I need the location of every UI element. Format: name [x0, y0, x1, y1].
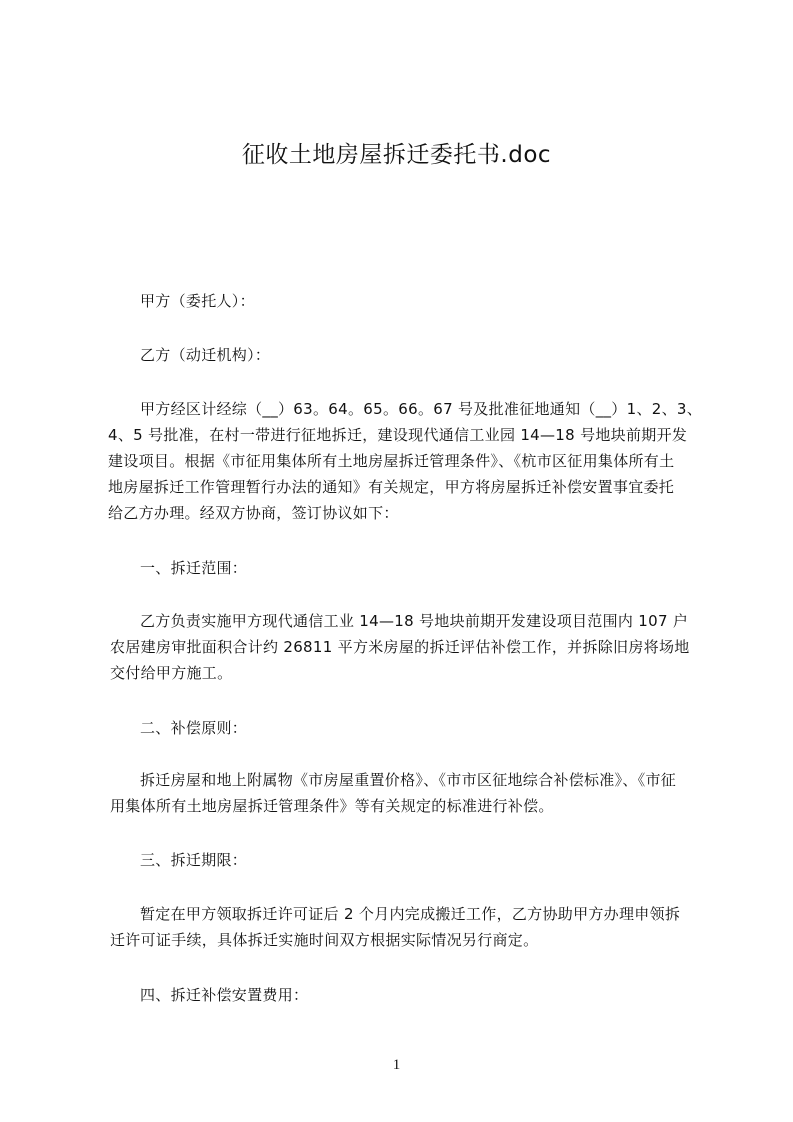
page-number: 1 — [392, 1057, 401, 1073]
intro-line: 建设项目。根据《市征用集体所有土地房屋拆迁管理条件》、《杭市区征用集体所有土 — [108, 452, 675, 470]
intro-paragraph — [108, 396, 703, 526]
section-3-paragraph — [110, 901, 700, 953]
section-2-paragraph — [110, 767, 700, 819]
intro-line: 地房屋拆迁工作管理暂行办法的通知》有关规定，甲方将房屋拆迁补偿安置事宜委托 — [108, 478, 675, 496]
party-b-label: 乙方（动迁机构）： — [140, 346, 271, 364]
section-1-line: 乙方负责实施甲方现代通信工业 14—18 号地块前期开发建设项目范围内 107 户 — [140, 612, 689, 630]
intro-line: 4、5 号批准，在村一带进行征地拆迁，建设现代通信工业园 14—18 号地块前期开发 — [108, 426, 688, 444]
section-3-heading: 三、拆迁期限： — [140, 851, 248, 869]
section-1-line: 农居建房审批面积合计约 26811 平方米房屋的拆迁评估补偿工作，并拆除旧房将场地 — [110, 638, 690, 656]
document-title: 征收土地房屋拆迁委托书.doc — [241, 142, 552, 168]
section-2-heading: 二、补偿原则： — [140, 719, 248, 737]
section-4-heading: 四、拆迁补偿安置费用： — [140, 986, 309, 1004]
intro-line: 甲方经区计经综（__）63。64。65。66。67 号及批准征地通知（__）1、2、3、 — [140, 400, 703, 418]
section-2-line: 拆迁房屋和地上附属物《市房屋重置价格》、《市市区征地综合补偿标准》、《市征 — [140, 771, 677, 789]
section-3-line: 迁许可证手续，具体拆迁实施时间双方根据实际情况另行商定。 — [110, 931, 539, 949]
section-1-heading: 一、拆迁范围： — [140, 559, 248, 577]
section-3-line: 暂定在甲方领取拆迁许可证后 2 个月内完成搬迁工作，乙方协助甲方办理申领拆 — [140, 905, 681, 923]
section-2-line: 用集体所有土地房屋拆迁管理条件》等有关规定的标准进行补偿。 — [110, 797, 554, 815]
section-1-line: 交付给甲方施工。 — [110, 664, 233, 682]
intro-line: 给乙方办理。经双方协商，签订协议如下： — [108, 504, 399, 522]
section-1-paragraph — [110, 608, 700, 686]
party-a-label: 甲方（委托人）： — [140, 292, 255, 310]
